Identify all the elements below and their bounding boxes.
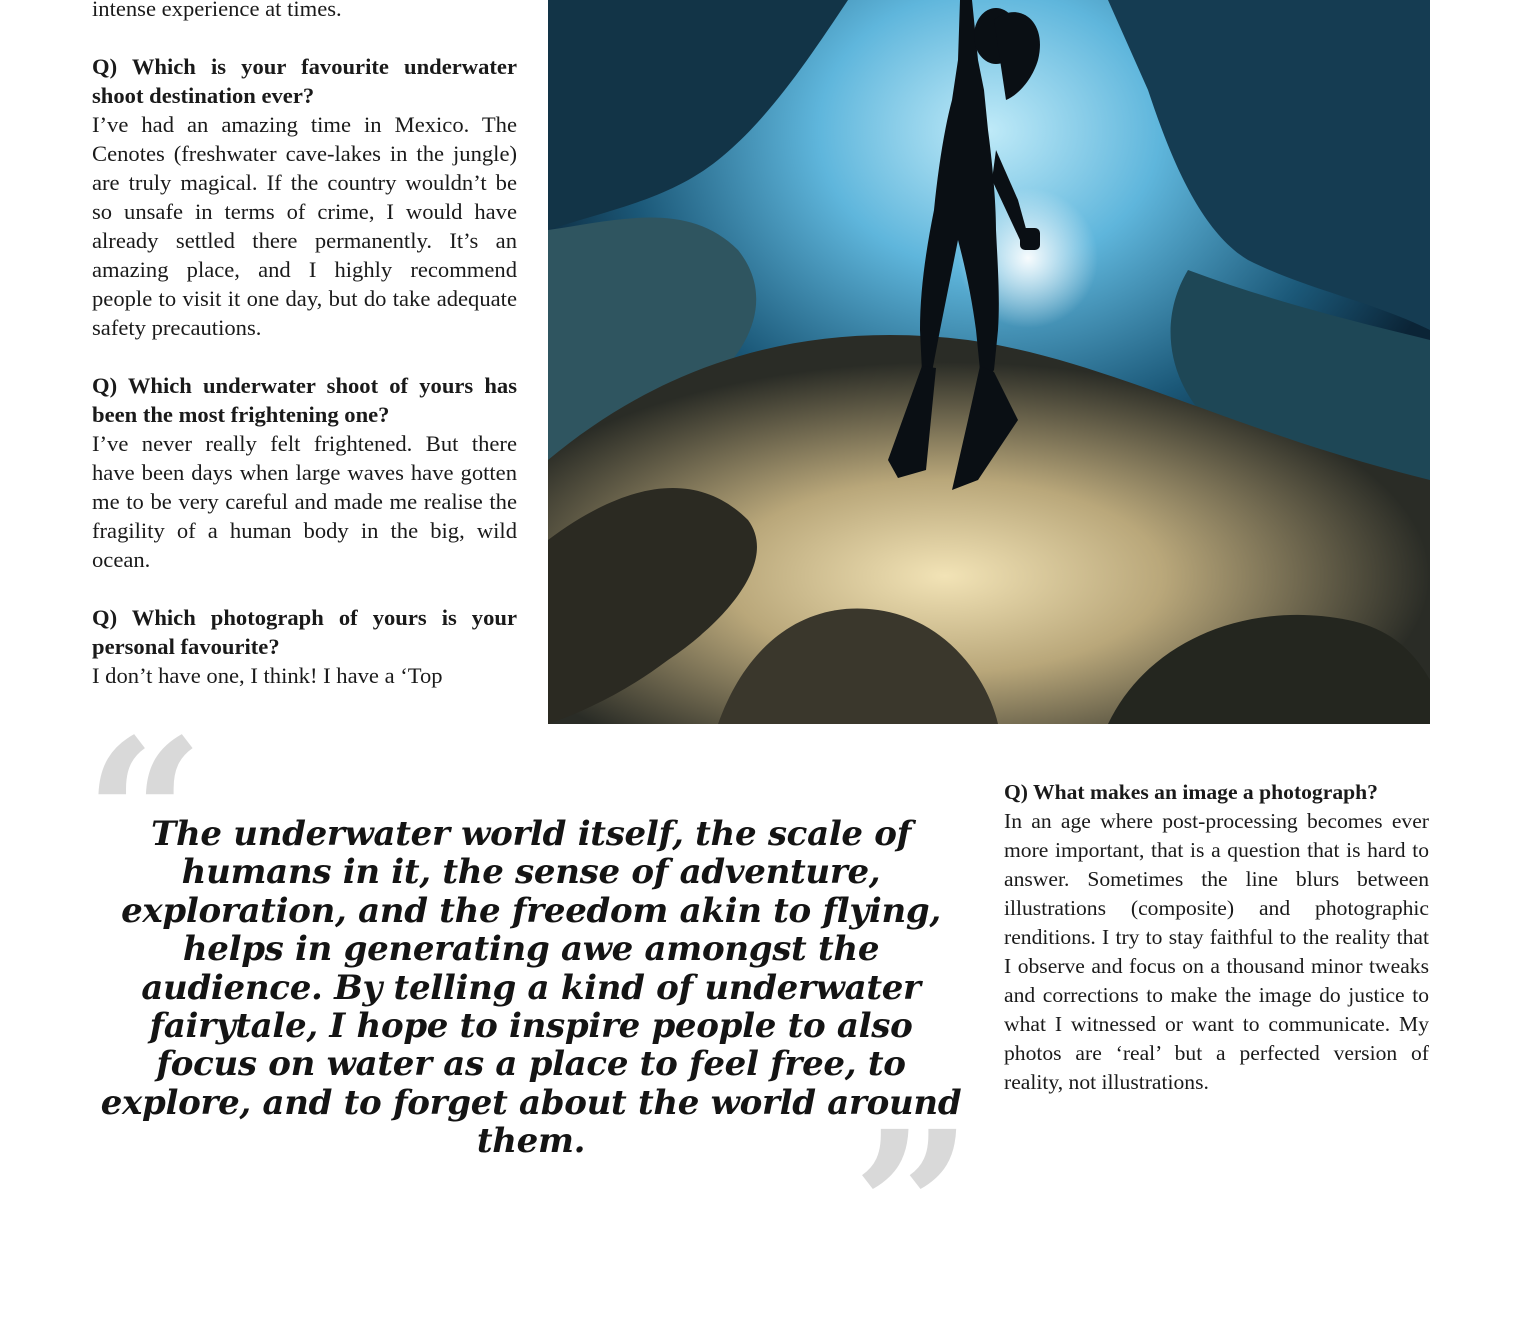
underwater-cave-photo (548, 0, 1430, 724)
answer-text: I’ve never really felt frightened. But there have been days when large waves have gotten me to be very careful and made me realise the fragility of a human body in the big, wild ocean. (92, 431, 517, 572)
answer-text: In an age where post-processing becomes ever more important, that is a question that is hard to answer. Sometimes the line blurs between illustrations (composite) and photographic renditions. I try to stay faithful to the reality that I observe and focus on a thousand minor tweaks and corrections to make the image do justice to what I witnessed or want to communicate. My photos are ‘real’ but a perfected version of reality, not illustrations. (1004, 809, 1429, 1094)
question-text: Q) Which is your favourite underwater shoot destination ever? (92, 54, 517, 108)
question-text: Q) What makes an image a photograph? (1004, 780, 1378, 804)
answer-text: I don’t have one, I think! I have a ‘Top (92, 663, 443, 688)
question-text: Q) Which underwater shoot of yours has been the most frightening one? (92, 373, 517, 427)
intro-tail: intense experience at times. (92, 0, 342, 21)
qa-block-favourite-photograph (92, 603, 517, 690)
qa-block-favourite-destination (92, 52, 517, 342)
photo-illustration (548, 0, 1430, 724)
right-column (1004, 778, 1429, 1097)
pull-quote: The underwater world itself, the scale of humans in it, the sense of adventure, exploration, and the freedom akin to flying, helps in generating awe amongst the audience. By telling a kind of underwater fairytale, I hope to inspire people to also focus on water as a place to feel free, to explore, and to forget about the world around them. (100, 814, 962, 1162)
close-quote-mark: ” (852, 1085, 973, 1332)
answer-text: I’ve had an amazing time in Mexico. The Cenotes (freshwater cave-lakes in the jungle) are truly magical. If the country wouldn’t be so unsafe in terms of crime, I would have already settled there permanently. It’s an amazing place, and I highly recommend people to visit it one day, but do take adequate safety precautions. (92, 112, 517, 340)
qa-block-frightening-shoot (92, 371, 517, 574)
open-quote-mark: “ (84, 693, 205, 940)
question-text: Q) Which photograph of yours is your personal favourite? (92, 605, 517, 659)
left-column (92, 0, 517, 719)
